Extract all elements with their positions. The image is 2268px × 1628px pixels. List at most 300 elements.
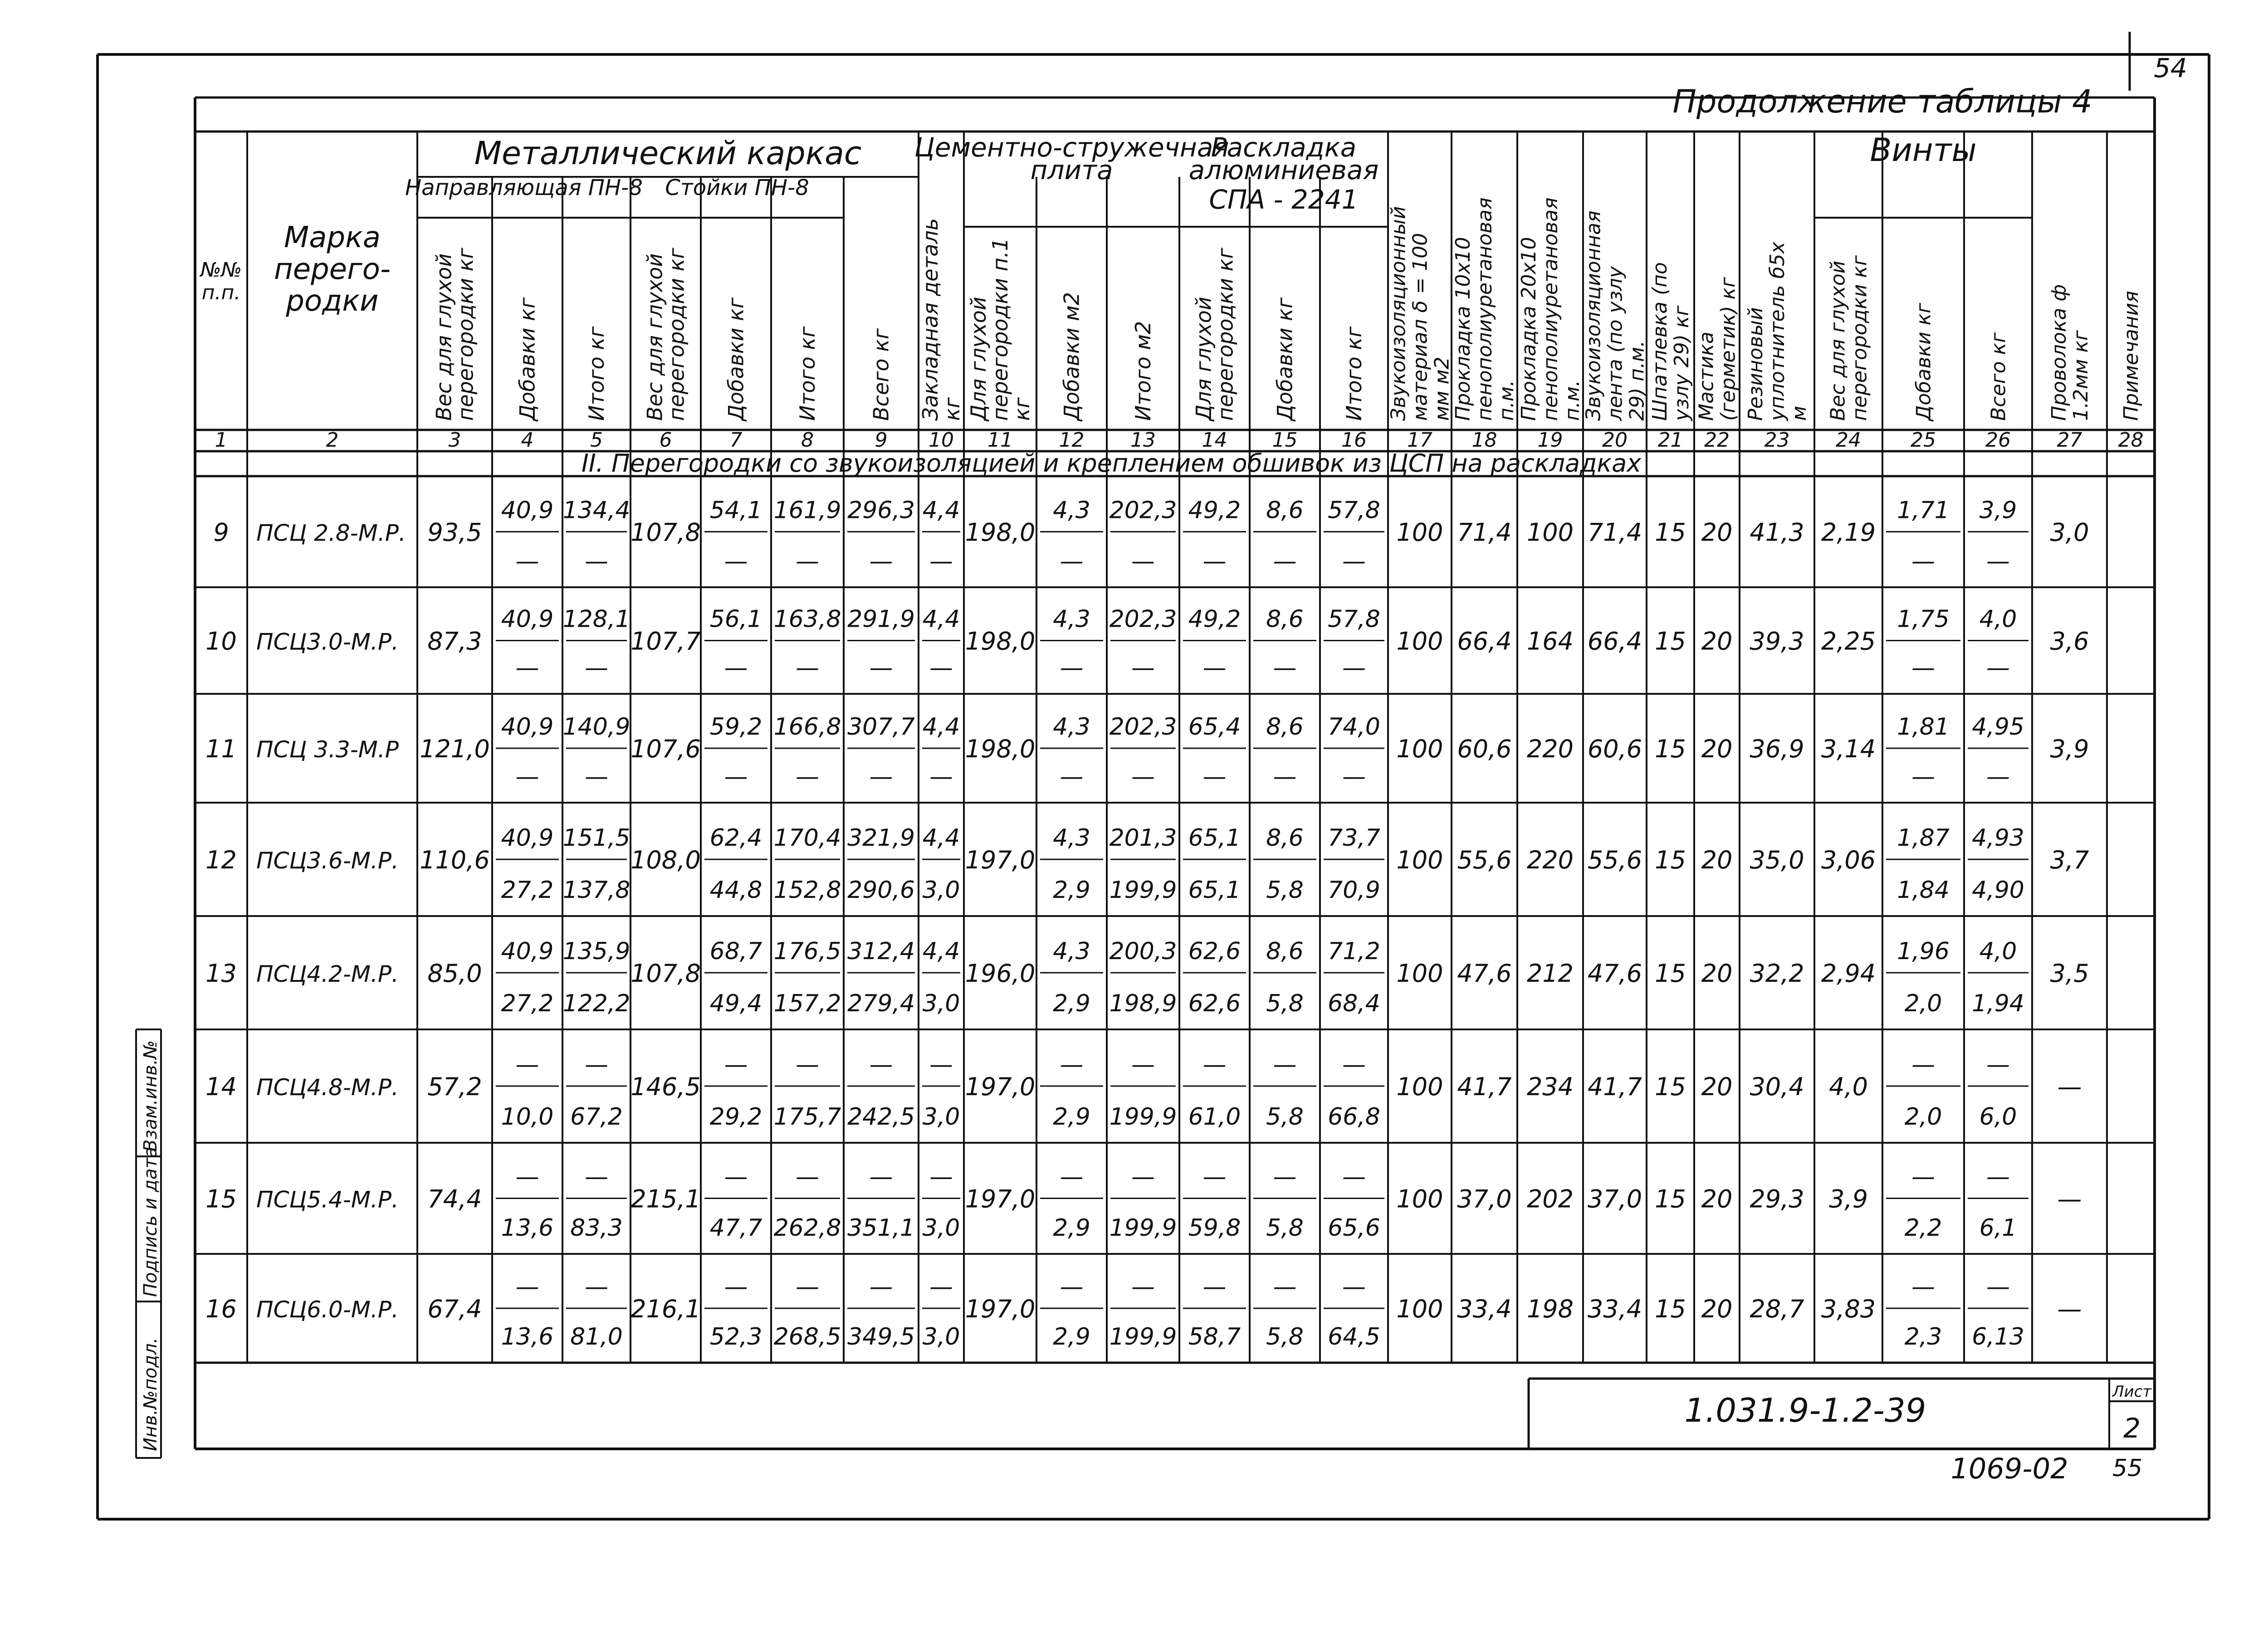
cell-value: 15: [1655, 959, 1686, 988]
cell-lower: 64,5: [1328, 1323, 1380, 1350]
row-number: 14: [205, 1072, 237, 1101]
cell-upper: —: [1273, 1163, 1297, 1191]
cell-upper: 1,75: [1897, 605, 1950, 633]
cell-lower: —: [515, 654, 539, 682]
cell-upper: 1,87: [1897, 824, 1950, 852]
cell-upper: —: [1911, 1163, 1935, 1191]
cell-value: 20: [1701, 959, 1733, 988]
col-header-17: материал δ = 100: [1408, 233, 1432, 421]
cell-upper: —: [1060, 1273, 1084, 1301]
cell-value: 107,6: [631, 735, 701, 763]
cell-value: 60,6: [1457, 735, 1512, 763]
cell-upper: 49,2: [1188, 605, 1241, 633]
cell-value: 100: [1396, 1184, 1443, 1214]
cell-upper: 57,8: [1328, 497, 1380, 524]
cell-lower: 152,8: [773, 877, 841, 904]
cell-upper: 1,96: [1897, 938, 1950, 965]
cell-upper: 8,6: [1266, 605, 1304, 633]
cell-upper: —: [1273, 1051, 1297, 1078]
column-number: 24: [1836, 429, 1861, 452]
partition-mark: ПСЦ4.2-М.Р.: [256, 961, 399, 987]
cell-lower: —: [929, 548, 953, 575]
col-header-21: Шпатлевка (по: [1648, 262, 1672, 421]
col-header-23: м: [1787, 405, 1811, 421]
cell-lower: —: [724, 654, 748, 682]
cell-lower: 83,3: [570, 1214, 623, 1242]
partition-mark: ПСЦ 2.8-М.Р.: [256, 520, 406, 546]
cell-value: 3,7: [2050, 846, 2089, 874]
cell-value: 100: [1396, 627, 1443, 656]
cell-value: 15: [1655, 1295, 1686, 1323]
cell-value: 100: [1396, 846, 1443, 874]
cell-value: 215,1: [631, 1184, 701, 1214]
cell-value: 20: [1701, 735, 1733, 763]
sheet-number: 2: [2123, 1413, 2141, 1444]
col-header-11: Для глухой: [966, 297, 991, 421]
cell-value: 47,6: [1587, 959, 1642, 988]
cell-lower: 44,8: [709, 877, 763, 904]
cell-upper: 4,0: [1979, 605, 2017, 633]
cell-lower: —: [585, 763, 608, 790]
cell-lower: 1,94: [1972, 990, 2024, 1017]
column-number: 15: [1272, 429, 1298, 452]
col-header-20: Звукоизоляционная: [1582, 210, 1605, 421]
cell-upper: 4,4: [922, 605, 960, 633]
cell-value: 164: [1526, 627, 1574, 656]
col-header-27: Проволока ф: [2047, 284, 2071, 421]
cell-lower: —: [585, 654, 608, 682]
cell-lower: —: [869, 548, 893, 575]
col-header-16: Итого кг: [1342, 326, 1367, 421]
cell-value: 198,0: [965, 627, 1036, 656]
cell-lower: 66,8: [1328, 1103, 1380, 1131]
column-number: 13: [1130, 429, 1156, 452]
cell-lower: 2,0: [1904, 990, 1942, 1017]
column-number: 27: [2057, 429, 2082, 452]
cell-lower: —: [1342, 548, 1366, 575]
cell-upper: 1,71: [1897, 497, 1950, 524]
col-header-23: уплотнитель б5х: [1765, 242, 1789, 421]
cell-upper: 135,9: [562, 938, 631, 965]
cell-lower: 52,3: [709, 1323, 763, 1350]
cell-upper: 40,9: [501, 497, 554, 524]
cell-upper: 65,4: [1188, 713, 1241, 741]
cell-upper: 62,6: [1188, 938, 1241, 965]
cell-upper: 321,9: [847, 824, 915, 852]
cell-upper: 40,9: [501, 605, 554, 633]
cell-lower: 3,0: [922, 990, 960, 1017]
cell-value: 57,2: [427, 1072, 482, 1101]
col-header-25: Добавки кг: [1912, 302, 1936, 421]
cell-lower: —: [1202, 548, 1227, 575]
col-header-17: Звукоизоляционный: [1387, 206, 1410, 421]
col-header-22: (герметик) кг: [1716, 277, 1740, 421]
cell-lower: —: [1273, 548, 1297, 575]
cell-value: 41,7: [1457, 1072, 1512, 1101]
cell-lower: 59,8: [1188, 1214, 1241, 1242]
col-header-2: родки: [286, 284, 379, 318]
cell-lower: —: [1060, 763, 1084, 790]
partition-mark: ПСЦ5.4-М.Р.: [256, 1186, 399, 1213]
cell-value: 15: [1655, 518, 1686, 547]
row-number: 15: [205, 1184, 237, 1214]
cell-upper: 4,3: [1053, 824, 1090, 852]
cell-lower: 27,2: [501, 877, 554, 904]
col-header-23: Резиновый: [1744, 307, 1767, 421]
cell-value: 41,3: [1750, 518, 1804, 547]
cell-upper: —: [1342, 1273, 1366, 1301]
group-cement-heading: плита: [1030, 155, 1113, 185]
cell-value: 66,4: [1457, 627, 1512, 656]
cell-lower: 199,9: [1109, 1323, 1177, 1350]
column-number: 10: [929, 429, 954, 452]
cell-upper: —: [515, 1273, 539, 1301]
cell-upper: —: [796, 1273, 819, 1301]
cell-upper: 4,4: [922, 497, 960, 524]
cell-upper: 128,1: [562, 605, 631, 633]
sheet-label: Лист: [2112, 1383, 2152, 1401]
cell-upper: 40,9: [501, 713, 554, 741]
cell-upper: —: [929, 1273, 953, 1301]
cell-lower: —: [1060, 548, 1084, 575]
col-header-6: Вес для глухой: [642, 253, 667, 421]
cell-upper: 8,6: [1266, 824, 1304, 852]
cell-lower: 68,4: [1328, 990, 1380, 1017]
cell-upper: 8,6: [1266, 497, 1304, 524]
cell-value: 121,0: [420, 735, 490, 763]
cell-lower: —: [869, 654, 893, 682]
document-code: 1.031.9-1.2-39: [1684, 1391, 1926, 1429]
col-header-6: перегородки кг: [664, 248, 689, 421]
cell-value: 29,3: [1750, 1184, 1804, 1214]
cell-value: 35,0: [1750, 846, 1804, 874]
cell-lower: 2,9: [1053, 990, 1090, 1017]
col-header-18: п.м.: [1495, 380, 1518, 421]
cell-upper: 62,4: [709, 824, 763, 852]
cell-upper: 151,5: [562, 824, 631, 852]
cell-value: 28,7: [1750, 1295, 1804, 1323]
cell-value: 2,25: [1821, 627, 1876, 656]
column-number: 3: [448, 429, 461, 452]
cell-lower: —: [1202, 654, 1227, 682]
cell-upper: 1,81: [1897, 713, 1950, 741]
cell-value: 198: [1526, 1295, 1574, 1323]
col-header-13: Итого м2: [1131, 321, 1156, 421]
cell-value: 3,5: [2050, 959, 2089, 988]
col-header-21: узлу 29) кг: [1670, 305, 1693, 421]
cell-lower: 2,9: [1053, 877, 1090, 904]
cell-lower: —: [1131, 763, 1155, 790]
cell-value: 41,7: [1587, 1072, 1642, 1101]
column-number: 4: [521, 429, 534, 452]
cell-lower: —: [724, 548, 748, 575]
cell-lower: —: [1986, 763, 2010, 790]
cell-lower: —: [796, 763, 819, 790]
cell-upper: 170,4: [773, 824, 841, 852]
cell-lower: —: [515, 548, 539, 575]
col-header-20: 29) п.м.: [1625, 340, 1649, 421]
cell-upper: 8,6: [1266, 713, 1304, 741]
cell-value: 107,8: [631, 959, 701, 988]
cell-upper: —: [724, 1163, 748, 1191]
cell-upper: —: [724, 1051, 748, 1078]
cell-lower: 2,9: [1053, 1323, 1090, 1350]
column-number: 1: [215, 429, 228, 452]
cell-upper: —: [869, 1051, 893, 1078]
cell-value: 3,6: [2050, 627, 2089, 656]
cell-upper: 40,9: [501, 824, 554, 852]
cell-upper: 4,3: [1053, 497, 1090, 524]
col-header-1: п.п.: [201, 281, 241, 304]
cell-upper: 4,4: [922, 938, 960, 965]
cell-lower: —: [1986, 654, 2010, 682]
cell-upper: —: [585, 1051, 608, 1078]
cell-lower: 58,7: [1188, 1323, 1241, 1350]
cell-lower: 199,9: [1109, 1214, 1177, 1242]
cell-lower: —: [1342, 763, 1366, 790]
cell-value: 197,0: [965, 1072, 1036, 1101]
col-header-3: перегородки кг: [453, 248, 478, 421]
cell-lower: —: [1202, 763, 1227, 790]
cell-value: 71,4: [1457, 518, 1512, 547]
cell-lower: 2,0: [1904, 1103, 1942, 1131]
cell-value: —: [2057, 1184, 2082, 1214]
cell-upper: —: [929, 1163, 953, 1191]
cell-lower: —: [1911, 654, 1935, 682]
cell-lower: 242,5: [847, 1103, 915, 1131]
cell-lower: 199,9: [1109, 877, 1177, 904]
col-header-10: Закладная деталь: [918, 218, 943, 421]
cell-value: 60,6: [1587, 735, 1642, 763]
cell-upper: 73,7: [1328, 824, 1380, 852]
col-header-8: Итого кг: [795, 326, 820, 421]
column-number: 26: [1985, 429, 2011, 452]
cell-lower: —: [515, 763, 539, 790]
column-number: 5: [590, 429, 603, 452]
cell-value: 74,4: [427, 1184, 482, 1214]
cell-upper: 65,1: [1188, 824, 1241, 852]
cell-lower: 279,4: [847, 990, 915, 1017]
cell-upper: —: [585, 1273, 608, 1301]
cell-upper: 4,93: [1972, 824, 2024, 852]
cell-value: 15: [1655, 627, 1686, 656]
cell-value: 20: [1701, 1295, 1733, 1323]
group-batten-heading: алюминиевая: [1188, 155, 1379, 185]
cell-lower: —: [1911, 548, 1935, 575]
partition-mark: ПСЦ6.0-М.Р.: [256, 1297, 399, 1323]
cell-upper: —: [1131, 1163, 1155, 1191]
column-number: 9: [875, 429, 888, 452]
cell-upper: 68,7: [709, 938, 763, 965]
col-header-26: Всего кг: [1987, 332, 2010, 421]
cell-value: 212: [1526, 959, 1574, 988]
cell-upper: 3,9: [1979, 497, 2017, 524]
cell-lower: —: [1911, 763, 1935, 790]
footer-page: 55: [2112, 1455, 2143, 1482]
cell-lower: 10,0: [501, 1103, 554, 1131]
cell-upper: 4,4: [922, 824, 960, 852]
col-header-7: Добавки кг: [723, 297, 748, 421]
cell-value: 198,0: [965, 735, 1036, 763]
cell-lower: 290,6: [847, 877, 915, 904]
col-header-14: Для глухой: [1191, 297, 1216, 421]
cell-upper: 4,3: [1053, 713, 1090, 741]
cell-lower: 5,8: [1266, 877, 1304, 904]
col-header-19: п.м.: [1560, 380, 1584, 421]
partition-mark: ПСЦ 3.3-М.Р: [256, 736, 399, 763]
cell-value: 3,83: [1821, 1295, 1876, 1323]
cell-lower: —: [1986, 548, 2010, 575]
cell-value: 20: [1701, 518, 1733, 547]
cell-value: 220: [1526, 735, 1574, 763]
cell-value: 87,3: [427, 627, 482, 656]
col-header-24: перегородки кг: [1848, 255, 1872, 421]
cell-upper: 291,9: [847, 605, 915, 633]
col-header-20: лента (по узлу: [1603, 266, 1627, 421]
cell-lower: 349,5: [847, 1323, 915, 1350]
cell-lower: 268,5: [773, 1323, 841, 1350]
cell-value: 55,6: [1457, 846, 1512, 874]
cell-upper: 49,2: [1188, 497, 1241, 524]
cell-upper: 8,6: [1266, 938, 1304, 965]
cell-upper: —: [1342, 1163, 1366, 1191]
cell-lower: 5,8: [1266, 1323, 1304, 1350]
col-header-12: Добавки м2: [1059, 292, 1084, 421]
column-number: 17: [1407, 429, 1432, 452]
cell-lower: 199,9: [1109, 1103, 1177, 1131]
column-number: 20: [1602, 429, 1628, 452]
cell-upper: —: [1986, 1051, 2010, 1078]
cell-upper: —: [1911, 1273, 1935, 1301]
group-guide-heading: Направляющая ПН-8: [405, 175, 643, 200]
group-batten-heading: СПА - 2241: [1209, 184, 1359, 215]
cell-value: —: [2057, 1295, 2082, 1323]
cell-lower: —: [1131, 548, 1155, 575]
cell-upper: 161,9: [773, 497, 841, 524]
cell-lower: 65,6: [1328, 1214, 1380, 1242]
col-header-18: Прокладка 10х10: [1451, 237, 1475, 421]
page-number: 54: [2154, 53, 2187, 83]
section-heading: II. Перегородки со звукоизоляцией и креплением обшивок из ЦСП на раскладках: [581, 449, 1642, 478]
col-header-27: 1.2мм кг: [2069, 330, 2092, 421]
footer-number: 1069-02: [1950, 1452, 2068, 1485]
column-number: 12: [1059, 429, 1085, 452]
cell-upper: 296,3: [847, 497, 915, 524]
cell-lower: —: [869, 763, 893, 790]
cell-upper: 202,3: [1109, 497, 1177, 524]
cell-lower: 262,8: [773, 1214, 841, 1242]
cell-upper: 40,9: [501, 938, 554, 965]
column-number: 23: [1764, 429, 1790, 452]
col-header-11: перегородки п.1: [988, 238, 1013, 421]
column-number: 18: [1471, 429, 1497, 452]
col-header-2: Марка: [284, 221, 381, 254]
col-header-19: Прокладка 20х10: [1517, 237, 1540, 421]
cell-upper: 307,7: [847, 713, 915, 741]
cell-upper: 56,1: [709, 605, 763, 633]
cell-upper: —: [1986, 1163, 2010, 1191]
cell-value: 108,0: [631, 846, 701, 874]
cell-value: 100: [1526, 518, 1574, 547]
cell-upper: —: [1131, 1051, 1155, 1078]
cell-lower: 70,9: [1328, 877, 1380, 904]
col-header-19: пенополиуретановая: [1539, 197, 1562, 421]
cell-value: 55,6: [1587, 846, 1642, 874]
col-header-17: мм м2: [1430, 356, 1454, 421]
cell-lower: 3,0: [922, 877, 960, 904]
cell-value: 3,06: [1821, 846, 1876, 874]
cell-upper: —: [1131, 1273, 1155, 1301]
cell-lower: 29,2: [709, 1103, 763, 1131]
cell-lower: —: [929, 763, 953, 790]
cell-lower: 6,0: [1979, 1103, 2017, 1131]
cell-upper: 140,9: [562, 713, 631, 741]
cell-lower: 47,7: [709, 1214, 763, 1242]
group-frame-heading: Металлический каркас: [474, 135, 862, 172]
cell-value: 110,6: [420, 846, 490, 874]
cell-lower: —: [1273, 763, 1297, 790]
row-number: 13: [205, 959, 237, 988]
cell-value: 3,0: [2050, 518, 2089, 547]
column-number: 21: [1657, 429, 1683, 452]
cell-value: 20: [1701, 846, 1733, 874]
col-header-1: №№: [200, 258, 242, 282]
side-stamp-replace: Взам.инв.№: [140, 1040, 161, 1152]
cell-upper: —: [1342, 1051, 1366, 1078]
cell-lower: 1,84: [1897, 877, 1950, 904]
cell-upper: 59,2: [709, 713, 763, 741]
cell-lower: 157,2: [773, 990, 841, 1017]
cell-lower: 62,6: [1188, 990, 1241, 1017]
cell-value: 20: [1701, 1072, 1733, 1101]
cell-value: 197,0: [965, 1184, 1036, 1214]
cell-value: 196,0: [965, 959, 1036, 988]
cell-lower: 67,2: [570, 1103, 623, 1131]
cell-value: 146,5: [631, 1072, 701, 1101]
column-number: 19: [1537, 429, 1563, 452]
cell-lower: 5,8: [1266, 990, 1304, 1017]
cell-value: 234: [1526, 1072, 1574, 1101]
cell-lower: 2,3: [1904, 1323, 1942, 1350]
row-number: 16: [205, 1295, 237, 1323]
cell-value: 198,0: [965, 518, 1036, 547]
col-header-18: пенополиуретановая: [1473, 197, 1496, 421]
cell-value: 15: [1655, 1072, 1686, 1101]
cell-value: 100: [1396, 518, 1443, 547]
cell-value: 4,0: [1829, 1072, 1868, 1101]
cell-value: 33,4: [1457, 1295, 1512, 1323]
cell-value: —: [2057, 1072, 2082, 1101]
cell-upper: 176,5: [773, 938, 841, 965]
col-header-15: Добавки кг: [1272, 297, 1297, 421]
col-header-28: Примечания: [2119, 291, 2143, 421]
cell-value: 100: [1396, 1295, 1443, 1323]
col-header-2: перего-: [274, 253, 391, 286]
cell-upper: —: [1986, 1273, 2010, 1301]
cell-lower: 65,1: [1188, 877, 1241, 904]
cell-value: 100: [1396, 735, 1443, 763]
cell-upper: —: [869, 1163, 893, 1191]
cell-value: 71,4: [1587, 518, 1642, 547]
cell-value: 100: [1396, 1072, 1443, 1101]
cell-lower: —: [1131, 654, 1155, 682]
cell-lower: 2,2: [1904, 1214, 1942, 1242]
group-post-heading: Стойки ПН-8: [665, 175, 809, 200]
cell-lower: 61,0: [1188, 1103, 1241, 1131]
cell-upper: —: [1202, 1163, 1227, 1191]
side-stamp-inv: Инв.№подл.: [140, 1337, 161, 1451]
cell-upper: 202,3: [1109, 605, 1177, 633]
